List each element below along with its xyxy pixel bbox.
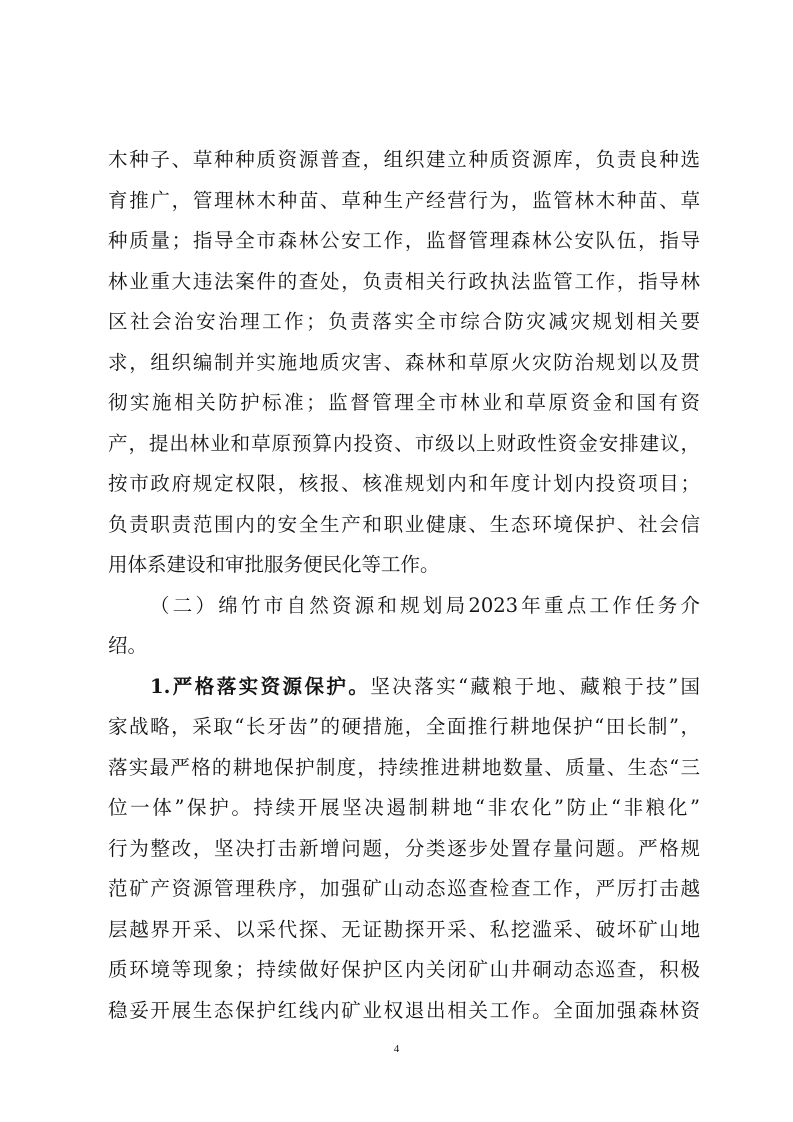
body-line: 区社会治安治理工作；负责落实全市综合防灾减灾规划相关要 <box>108 310 700 333</box>
body-line: 行为整改，坚决打击新增问题，分类逐步处置存量问题。严格规 <box>108 836 700 860</box>
body-line: 层越界开采、以采代探、无证勘探开采、私挖滥采、破坏矿山地 <box>108 917 700 941</box>
body-line: 落实最严格的耕地保护制度，持续推进耕地数量、质量、生态“三 <box>108 755 700 779</box>
body-line: 负责职责范围内的安全生产和职业健康、生态环境保护、社会信 <box>108 512 700 536</box>
heading-line: 绍。 <box>108 634 148 657</box>
body-line: 用体系建设和审批服务便民化等工作。 <box>108 553 440 576</box>
section-heading <box>108 586 700 667</box>
heading-line: （二）绵竹市自然资源和规划局2023年重点工作任务介 <box>150 593 700 617</box>
paragraph-resource-protection <box>108 667 700 1032</box>
body-line: 林业重大违法案件的查处，负责相关行政执法监管工作，指导林 <box>108 269 700 293</box>
body-line: 家战略，采取“长牙齿”的硬措施，全面推行耕地保护“田长制”， <box>108 715 700 738</box>
body-line: 产，提出林业和草原预算内投资、市级以上财政性资金安排建议， <box>108 431 700 455</box>
body-line: 彻实施相关防护标准；监督管理全市林业和草原资金和国有资 <box>108 391 700 414</box>
item-lead: 1.严格落实资源保护。 <box>150 674 371 698</box>
body-line: 质环境等现象；持续做好保护区内关闭矿山井硐动态巡查，积极 <box>108 958 700 981</box>
body-line: 求，组织编制并实施地质灾害、森林和草原火灾防治规划以及贯 <box>108 350 700 374</box>
paragraph-responsibilities <box>108 140 700 586</box>
body-line: 按市政府规定权限，核报、核准规划内和年度计划内投资项目； <box>108 472 700 495</box>
body-line: 位一体”保护。持续开展坚决遏制耕地“非农化”防止“非粮化” <box>108 796 700 819</box>
body-line: 范矿产资源管理秩序，加强矿山动态巡查检查工作，严厉打击越 <box>108 877 700 900</box>
document-body <box>108 140 700 1031</box>
body-line <box>108 667 700 708</box>
body-line: 育推广，管理林木种苗、草种生产经营行为，监管林木种苗、草 <box>108 188 700 212</box>
page-number: 4 <box>393 1043 400 1055</box>
body-line: 稳妥开展生态保护红线内矿业权退出相关工作。全面加强森林资 <box>108 998 700 1022</box>
body-line-text: 坚决落实“藏粮于地、藏粮于技”国 <box>370 674 700 698</box>
body-line: 种质量；指导全市森林公安工作，监督管理森林公安队伍，指导 <box>108 229 700 252</box>
body-line: 木种子、草种种质资源普查，组织建立种质资源库，负责良种选 <box>108 148 700 171</box>
